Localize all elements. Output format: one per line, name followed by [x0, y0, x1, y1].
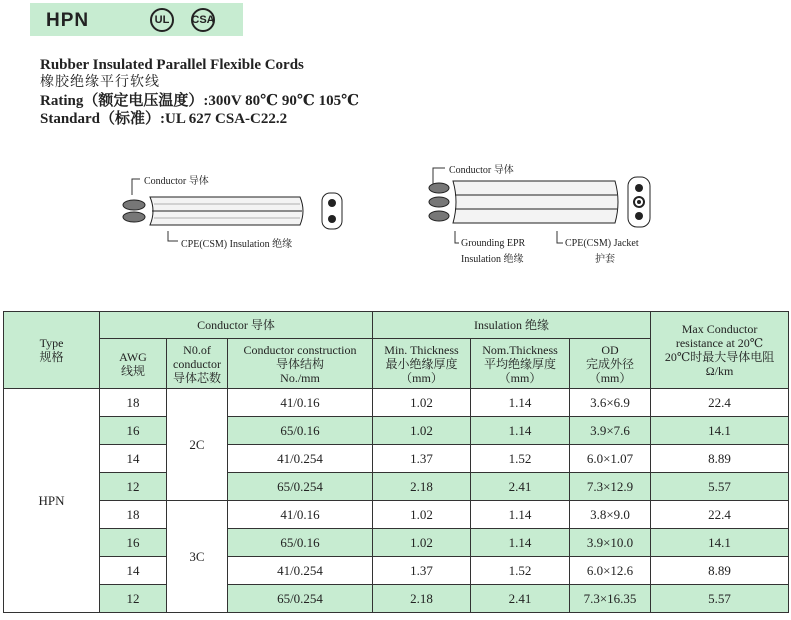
type-header — [4, 312, 100, 389]
awg-cell: 14 — [100, 445, 167, 473]
rating-line: Rating（额定电压温度）:300V 80℃ 90℃ 105℃ — [40, 93, 360, 109]
min-thickness-cell: 1.02 — [373, 389, 471, 417]
spec-table — [3, 311, 789, 613]
insulation-group-header: Insulation 绝缘 — [373, 312, 651, 339]
construction-cell: 65/0.254 — [228, 585, 373, 613]
min-thickness-header-l1: Min. Thickness — [384, 342, 459, 357]
table-row — [4, 445, 789, 473]
resistance-cell: 14.1 — [651, 529, 789, 557]
type-header-en: Type — [39, 336, 64, 350]
construction-cell: 41/0.254 — [228, 557, 373, 585]
resistance-cell: 22.4 — [651, 501, 789, 529]
cores-cell-2c: 2C — [167, 389, 228, 501]
od-header-l2: 完成外径 — [586, 356, 635, 371]
construction-cell: 65/0.16 — [228, 417, 373, 445]
od-cell: 7.3×12.9 — [570, 473, 651, 501]
awg-cell: 12 — [100, 473, 167, 501]
resistance-header-l4: Ω/km — [705, 364, 734, 378]
resistance-cell: 14.1 — [651, 417, 789, 445]
construction-header — [228, 339, 373, 389]
min-thickness-cell: 2.18 — [373, 585, 471, 613]
resistance-cell: 5.57 — [651, 585, 789, 613]
od-cell: 6.0×1.07 — [570, 445, 651, 473]
conductor-label-3c: Conductor 导体 — [449, 165, 514, 176]
nom-thickness-cell: 1.14 — [471, 501, 570, 529]
nom-thickness-cell: 1.52 — [471, 557, 570, 585]
awg-header-en: AWG — [119, 349, 147, 364]
min-thickness-header-l3: （mm） — [400, 370, 443, 385]
construction-header-l2: 导体结构 — [276, 356, 325, 371]
nom-thickness-header-l3: （mm） — [498, 370, 542, 385]
awg-header — [100, 339, 167, 389]
insulation-label-2c: CPE(CSM) Insulation 绝缘 — [181, 239, 293, 250]
nom-thickness-cell: 1.14 — [471, 529, 570, 557]
nom-thickness-header-l2: 平均绝缘厚度 — [484, 356, 557, 371]
awg-header-cn: 线规 — [120, 363, 145, 378]
od-cell: 7.3×16.35 — [570, 585, 651, 613]
title-en: Rubber Insulated Parallel Flexible Cords — [40, 57, 304, 73]
table-row — [4, 389, 789, 417]
awg-cell: 14 — [100, 557, 167, 585]
awg-cell: 12 — [100, 585, 167, 613]
table-row — [4, 529, 789, 557]
resistance-header-l3: 20℃时最大导体电阻 — [664, 350, 775, 364]
nom-thickness-header — [471, 339, 570, 389]
type-cell: HPN — [4, 389, 100, 613]
cable-diagram-2c — [110, 165, 370, 255]
resistance-cell: 8.89 — [651, 557, 789, 585]
header-band — [30, 3, 243, 36]
table-row — [4, 473, 789, 501]
type-header-cn: 规格 — [39, 350, 64, 364]
standard-line: Standard（标准）:UL 627 CSA-C22.2 — [40, 111, 288, 127]
grounding-label-line2: Insulation 绝缘 — [461, 254, 524, 265]
header-row-1 — [4, 312, 789, 339]
min-thickness-cell: 1.37 — [373, 445, 471, 473]
od-header-l3: （mm） — [588, 370, 632, 385]
min-thickness-cell: 1.02 — [373, 501, 471, 529]
od-header-l1: OD — [601, 342, 619, 357]
cores-cell-3c: 3C — [167, 501, 228, 613]
nom-thickness-header-l1: Nom.Thickness — [482, 342, 558, 357]
construction-cell: 65/0.16 — [228, 529, 373, 557]
min-thickness-header-l2: 最小绝缘厚度 — [385, 356, 458, 371]
conductor-label-2c: Conductor 导体 — [144, 176, 209, 187]
resistance-header — [651, 312, 789, 389]
csa-certification-icon: CSA — [191, 8, 215, 32]
cores-header-l3: 导体芯数 — [172, 370, 221, 385]
min-thickness-cell: 2.18 — [373, 473, 471, 501]
table-row — [4, 417, 789, 445]
od-cell: 3.9×7.6 — [570, 417, 651, 445]
cable-diagram-3c — [415, 155, 675, 265]
cores-header-l1: N0.of — [183, 342, 211, 357]
resistance-cell: 8.89 — [651, 445, 789, 473]
nom-thickness-cell: 2.41 — [471, 473, 570, 501]
table-row — [4, 501, 789, 529]
od-cell: 3.6×6.9 — [570, 389, 651, 417]
resistance-cell: 22.4 — [651, 389, 789, 417]
table-row — [4, 557, 789, 585]
construction-header-l3: No./mm — [280, 370, 320, 385]
cores-header — [167, 339, 228, 389]
awg-cell: 16 — [100, 417, 167, 445]
awg-cell: 16 — [100, 529, 167, 557]
title-block — [40, 56, 359, 128]
od-header — [570, 339, 651, 389]
grounding-label-line1: Grounding EPR — [461, 238, 526, 249]
construction-cell: 65/0.254 — [228, 473, 373, 501]
table-row — [4, 585, 789, 613]
awg-cell: 18 — [100, 501, 167, 529]
min-thickness-cell: 1.02 — [373, 417, 471, 445]
od-cell: 6.0×12.6 — [570, 557, 651, 585]
ul-certification-icon: UL — [150, 8, 174, 32]
construction-cell: 41/0.16 — [228, 389, 373, 417]
resistance-header-l2: resistance at 20℃ — [675, 336, 764, 350]
min-thickness-header — [373, 339, 471, 389]
nom-thickness-cell: 1.14 — [471, 417, 570, 445]
jacket-label-line2: 护套 — [595, 254, 615, 265]
resistance-cell: 5.57 — [651, 473, 789, 501]
od-cell: 3.8×9.0 — [570, 501, 651, 529]
construction-header-l1: Conductor construction — [243, 342, 357, 357]
min-thickness-cell: 1.02 — [373, 529, 471, 557]
resistance-header-l1: Max Conductor — [681, 322, 758, 336]
title-cn: 橡胶绝缘平行软线 — [40, 75, 160, 90]
od-cell: 3.9×10.0 — [570, 529, 651, 557]
nom-thickness-cell: 1.52 — [471, 445, 570, 473]
nom-thickness-cell: 1.14 — [471, 389, 570, 417]
product-code: HPN — [46, 10, 90, 31]
min-thickness-cell: 1.37 — [373, 557, 471, 585]
conductor-group-header: Conductor 导体 — [100, 312, 373, 339]
construction-cell: 41/0.16 — [228, 501, 373, 529]
nom-thickness-cell: 2.41 — [471, 585, 570, 613]
awg-cell: 18 — [100, 389, 167, 417]
cores-header-l2: conductor — [173, 356, 221, 371]
construction-cell: 41/0.254 — [228, 445, 373, 473]
jacket-label-line1: CPE(CSM) Jacket — [565, 238, 639, 249]
